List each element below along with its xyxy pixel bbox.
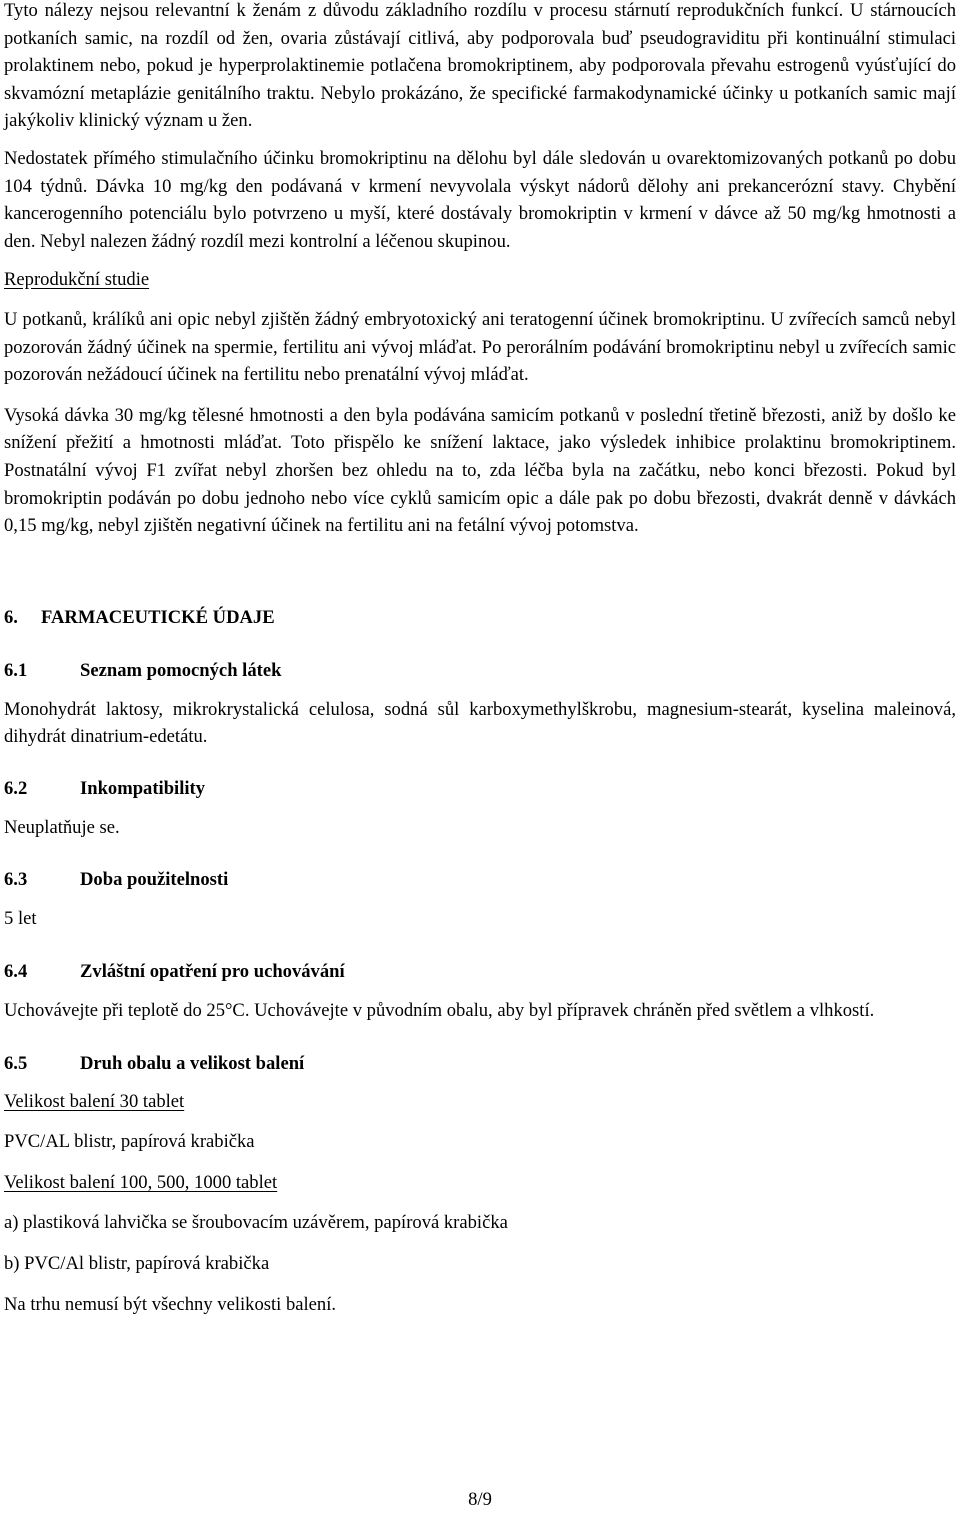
pack-large-heading-text: Velikost balení 100, 500, 1000 tablet <box>4 1171 278 1193</box>
section-6-4-heading <box>4 958 956 985</box>
pack-large-heading <box>4 1169 956 1197</box>
pack-large-option-b: b) PVC/Al blistr, papírová krabička <box>4 1253 270 1275</box>
page-number: 8/9 <box>468 1489 492 1510</box>
section-6-4-text: Uchovávejte při teplotě do 25°C. Uchovávejte v původním obalu, aby byl přípravek chráněn před světlem a vlhkostí. <box>4 1000 875 1022</box>
section-6-4-title: Zvláštní opatření pro uchovávání <box>80 961 345 983</box>
paragraph-high-dose: Vysoká dávka 30 mg/kg tělesné hmotnosti a den byla podávána samicím potkanů v poslední třetině březosti, aniž by došlo ke snížení přežití a hmotnosti mláďat. Toto přispělo ke snížení laktace, jako výsledek inhibice prolaktinu bromokriptinem. Postnatální vývoj F1 zvířat nebyl zhoršen bez ohledu na to, zda léčba byla na začátku, nebo konci březosti. Pokud byl bromokriptin podáván po dobu jednoho nebo více cyklů samicím opic a dále pak po dobu březosti, dvakrát denně v dávkách 0,15 mg/kg, nebyl zjištěn negativní účinek na fertilitu ani na fetální vývoj potomstva. <box>4 404 956 537</box>
section-6-1-title: Seznam pomocných látek <box>80 659 282 681</box>
pack-30-heading-text: Velikost balení 30 tablet <box>4 1090 185 1112</box>
section-6-2-heading <box>4 775 956 802</box>
section-6-2-title: Inkompatibility <box>80 777 206 799</box>
section-6-title: FARMACEUTICKÉ ÚDAJE <box>41 606 275 628</box>
section-6-heading <box>4 604 956 631</box>
pack-30-heading <box>4 1088 956 1116</box>
pack-availability-note: Na trhu nemusí být všechny velikosti balení. <box>4 1293 337 1315</box>
section-6-1-heading <box>4 657 956 684</box>
section-6-3-heading <box>4 866 956 893</box>
section-6-3-number: 6.3 <box>4 869 28 891</box>
section-6-4-number: 6.4 <box>4 961 28 983</box>
section-6-5-title: Druh obalu a velikost balení <box>80 1052 305 1074</box>
paragraph-aging-findings: Tyto nálezy nejsou relevantní k ženám z důvodu základního rozdílu v procesu stárnutí reprodukčních funkcí. U stárnoucích potkaních samic, na rozdíl od žen, ovaria zůstávají citlivá, aby podporovala buď pseudograviditu při kontinuální stimulaci prolaktinem nebo, pokud je hyperprolaktinemie potlačena bromokriptinem, aby podporovala převahu estrogenů vyúsťující do skvamózní metaplázie genitálního traktu. Nebylo prokázáno, že specifické farmakodynamické účinky u potkaních samic mají jakýkoliv klinický význam u žen. <box>4 0 956 132</box>
paragraph-embryotoxicity: U potkanů, králíků ani opic nebyl zjištěn žádný embryotoxický ani teratogenní účinek bromokriptinu. U zvířecích samců nebyl pozorován žádný účinek na spermie, fertilitu ani vývoj mláďat. Po perorálním podávání bromokriptinu nebyl u zvířecích samic pozorován nežádoucí účinek na fertilitu nebo prenatální vývoj mláďat. <box>4 308 956 386</box>
section-6-1-number: 6.1 <box>4 659 28 681</box>
section-6-3-text: 5 let <box>4 908 37 930</box>
document-page <box>4 0 956 1318</box>
reproduction-heading-text: Reprodukční studie <box>4 269 150 291</box>
section-6-2-text: Neuplatňuje se. <box>4 816 120 838</box>
section-6-number: 6. <box>4 606 18 628</box>
reproduction-heading <box>4 266 956 294</box>
section-6-3-title: Doba použitelnosti <box>80 869 229 891</box>
paragraph-uterus-study: Nedostatek přímého stimulačního účinku bromokriptinu na dělohu byl dále sledován u ovarektomizovaných potkanů po dobu 104 týdnů. Dávka 10 mg/kg den podávaná v krmení nevyvolala výskyt nádorů dělohy ani prekancerózní stavy. Chybění kancerogenního potenciálu bylo potvrzeno u myší, které dostávaly bromokriptin v krmení v dávce až 50 mg/kg hmotnosti a den. Nebyl nalezen žádný rozdíl mezi kontrolní a léčenou skupinou. <box>4 147 956 252</box>
section-6-1-text: Monohydrát laktosy, mikrokrystalická celulosa, sodná sůl karboxymethylškrobu, magnesium-stearát, kyselina maleinová, dihydrát dinatrium-edetátu. <box>4 698 956 748</box>
section-6-5-number: 6.5 <box>4 1052 28 1074</box>
pack-large-option-a: a) plastiková lahvička se šroubovacím uzávěrem, papírová krabička <box>4 1212 508 1234</box>
section-6-2-number: 6.2 <box>4 777 28 799</box>
pack-30-text: PVC/AL blistr, papírová krabička <box>4 1131 255 1153</box>
section-6-5-heading <box>4 1050 956 1077</box>
